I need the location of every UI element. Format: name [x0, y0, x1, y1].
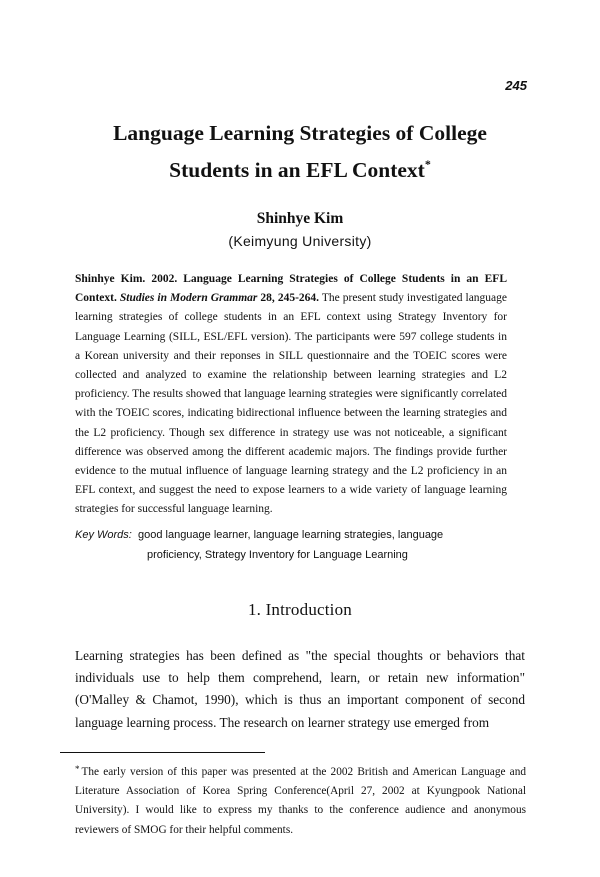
abstract-lead: Shinhye Kim. 2002. Language Learning Strategies of College Students in an EFL Context.: [75, 273, 507, 305]
keywords-line-1: good language learner, language learning strategies, language: [137, 529, 444, 541]
abstract-citation: 28, 245-264.: [260, 292, 320, 305]
keywords-line-2: proficiency, Strategy Inventory for Language Learning: [147, 548, 408, 561]
keywords: [75, 526, 515, 565]
author-affiliation: (Keimyung University): [228, 233, 372, 249]
paper-title: [0, 118, 600, 186]
title-line-1: Language Learning Strategies of College: [113, 121, 487, 145]
title-footnote-mark: *: [424, 157, 431, 171]
section-heading: 1. Introduction: [247, 600, 353, 619]
title-line-2-text: Students in an EFL Context: [169, 158, 425, 182]
title-line-2: [0, 149, 600, 186]
abstract-journal: Studies in Modern Grammar: [119, 292, 258, 305]
footnote-divider: [60, 752, 265, 753]
introduction-paragraph: Learning strategies has been defined as "the special thoughts or behaviors that individuals use to help them comprehend, learn, or retain new information" (O'Malley & Chamot, 1990), which is thus an important component of second language learning process. The research on learner strategy use emerged from: [75, 648, 525, 730]
footnote: [75, 760, 526, 840]
footnote-mark: *: [75, 764, 80, 774]
abstract: [75, 270, 507, 520]
page-number: 245: [505, 78, 527, 93]
footnote-text: The early version of this paper was presented at the 2002 British and American Language and Literature Association of Korea Spring Conference(April 27, 2002 at Kyungpook National University). I would like to express my thanks to the conference audience and anonymous reviewers of SMOG for their helpful comments.: [75, 766, 526, 836]
keywords-label: Key Words:: [75, 529, 132, 541]
abstract-body: The present study investigated language learning strategies of college students in an EFL context using Strategy Inventory for Language Learning (SILL, ESL/EFL version). The participants were 597 college students in a Korean university and their reponses in SILL questionnaire and the TOEIC scores were collected and analyzed to examine the relationship between learning strategies and L2 proficiency. The results showed that language learning strategies were significantly correlated with the TOEIC scores, indicating bidirectional influence between the learning strategies and the L2 proficiency. Though sex difference in strategy use was not noticeable, a significant difference was observed among the different academic majors. The findings provide further evidence to the mutual influence of language learning strategy and the L2 proficiency in an EFL context, and suggest the need to expose learners to a wide variety of language learning strategies for successful language learning.: [75, 292, 508, 516]
author-name: Shinhye Kim: [256, 210, 344, 227]
